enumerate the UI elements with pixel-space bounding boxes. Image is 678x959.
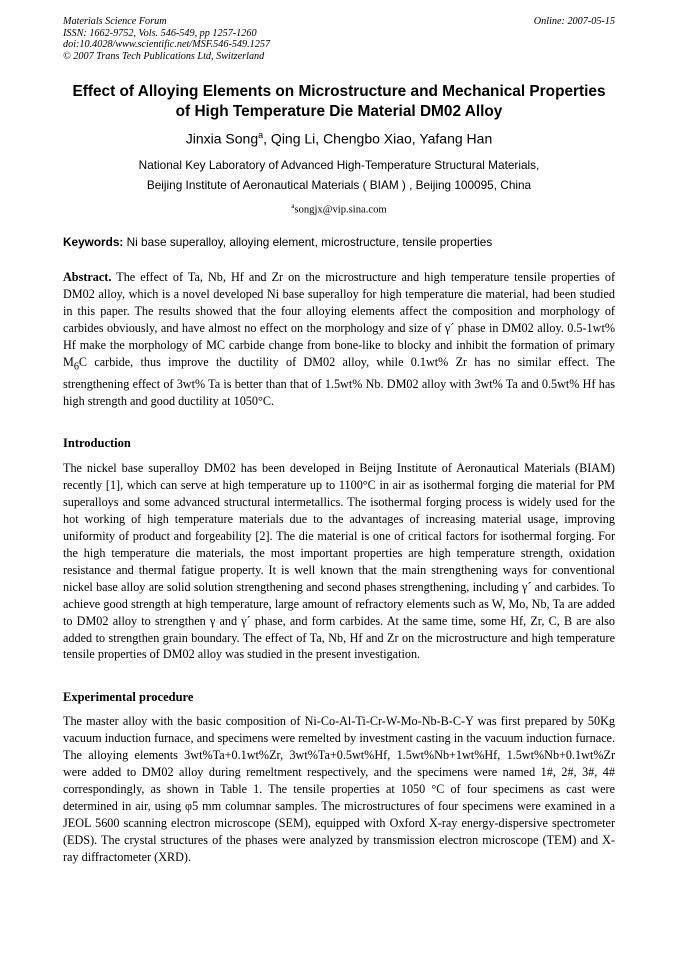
keywords-label: Keywords: xyxy=(63,235,124,249)
abstract-subscript: 6 xyxy=(73,361,79,373)
author-list xyxy=(0,130,678,147)
abstract-text-2: C carbide, thus improve the ductility of DM02 alloy, while 0.1wt% Zr has no similar effect. The strengthening effect of 3wt% Ta is better than that of 1.5wt% Nb. DM02 alloy with 3wt% Ta and 0.5wt% Hf has high strength and good ductility at 1050°C. xyxy=(63,354,615,409)
keywords-text: Ni base superalloy, alloying element, microstructure, tensile properties xyxy=(123,235,493,249)
keywords xyxy=(63,235,615,249)
affiliation xyxy=(0,156,678,195)
email-address: songjx@vip.sina.com xyxy=(294,204,387,216)
journal-header xyxy=(63,16,615,62)
affiliation-line-2: Beijing Institute of Aeronautical Materials ( BIAM ) , Beijing 100095, China xyxy=(146,177,532,192)
author-email xyxy=(0,202,678,216)
author-1: Jinxia Song xyxy=(185,130,259,147)
introduction-body: The nickel base superalloy DM02 has been developed in Beijng Institute of Aeronautical Materials (BIAM) recently [1], which can serve at high temperature up to 1100°C in air as isothermal forging die material for PM superalloys and some advanced structural intermetallics. The isothermal forging process is widely used for the hot working of high temperature materials due to the advantages of increasing material usage, improving uniformity of product and forgeability [2]. The die material is one of critical factors for isothermal forging. For the high temperature die materials, the most important properties are high temperature strength, oxidation resistance and thermal fatigue property. It is well known that the main strengthening ways for conventional nickel base alloy are solid solution strengthening and second phases strengthening, including γ´ and carbides. To achieve good strength at high temperature, large amount of refractory elements such as W, Mo, Nb, Ta are added to DM02 alloy to strengthen γ and γ´ phase, and form carbides. At the same time, some Hf, Zr, C, B are also added to strengthen grain boundary. The effect of Ta, Nb, Hf and Zr on the microstructure and high temperature tensile properties of DM02 alloy was studied in the present investigation. xyxy=(63,461,615,662)
copyright-line: © 2007 Trans Tech Publications Ltd, Switzerland xyxy=(63,50,265,62)
title-line-2: of High Temperature Die Material DM02 Alloy xyxy=(175,102,503,120)
online-date: Online: 2007-05-15 xyxy=(533,16,615,27)
issn-line: ISSN: 1662-9752, Vols. 546-549, pp 1257-1260 xyxy=(63,27,257,39)
author-1-affil-mark: a xyxy=(258,130,264,140)
journal-name: Materials Science Forum xyxy=(63,16,167,27)
experimental-body: The master alloy with the basic composition of Ni-Co-Al-Ti-Cr-W-Mo-Nb-B-C-Y was first prepared by 50Kg vacuum induction furnace, and specimens were remelted by investment casting in the vacuum induction furnace. The alloying elements 3wt%Ta+0.1wt%Zr, 3wt%Ta+0.5wt%Hf, 1.5wt%Nb+1wt%Hf, 1.5wt%Nb+0.1wt%Zr were added to DM02 alloy during remeltment respectively, and the specimens were named 1#, 2#, 3#, 4# correspondingly, as shown in Table 1. The tensile properties at 1050 °C of four specimens as cast were determined in air, using φ5 mm columnar samples. The microstructures of four specimens were examined in a JEOL 5600 scanning electron microscope (SEM), equipped with Oxford X-ray energy-dispersive spectrometer (EDS). The crystal structures of the phases were analyzed by transmission electron microscope (TEM) and X-ray diffractometer (XRD). xyxy=(63,714,615,864)
paper-title xyxy=(40,82,638,121)
experimental-heading: Experimental procedure xyxy=(63,690,194,704)
abstract xyxy=(63,269,615,410)
abstract-label: Abstract. xyxy=(63,270,112,284)
doi-line: doi:10.4028/www.scientific.net/MSF.546-549.1257 xyxy=(63,39,271,50)
introduction-heading: Introduction xyxy=(63,436,131,450)
other-authors: , Qing Li, Chengbo Xiao, Yafang Han xyxy=(263,130,493,147)
affiliation-line-1: National Key Laboratory of Advanced High-Temperature Structural Materials, xyxy=(138,158,540,172)
email-affil-mark: a xyxy=(291,202,295,210)
abstract-text-1: The effect of Ta, Nb, Hf and Zr on the microstructure and high temperature tensile properties of DM02 alloy, which is a novel developed Ni base superalloy for high temperature die material, had been studied in this paper. The results showed that the four alloying elements affect the composition and morphology of carbides obviously, and have almost no effect on the morphology and size of γ´ phase in DM02 alloy. 0.5-1wt% Hf make the morphology of MC carbide change from bone-like to blocky and inhibit the formation of primary M xyxy=(63,270,615,369)
title-line-1: Effect of Alloying Elements on Microstructure and Mechanical Properties xyxy=(72,83,606,100)
